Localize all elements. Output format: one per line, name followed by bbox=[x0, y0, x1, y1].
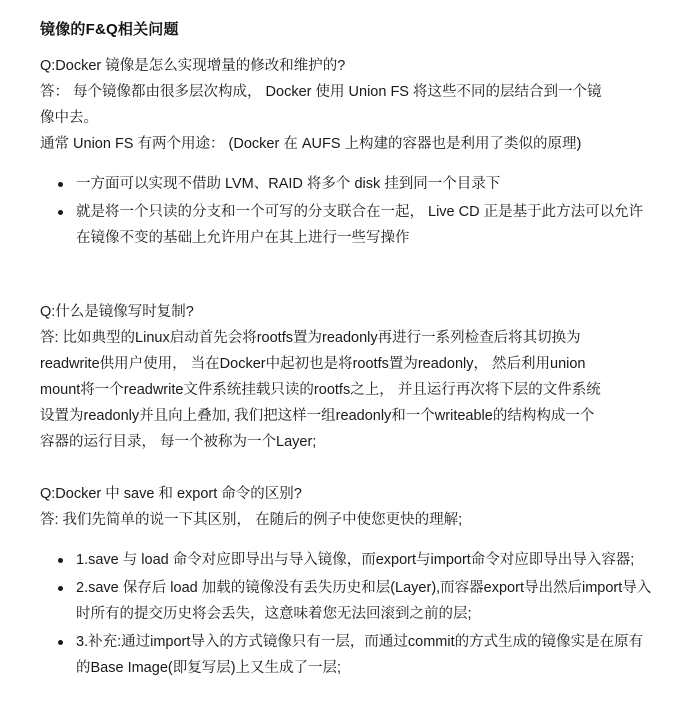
question-text: Q:什么是镜像写时复制? bbox=[40, 304, 194, 320]
answer-line: mount将一个readwrite文件系统挂载只读的rootfs之上， 并且运行再次将下层的文件系统 bbox=[40, 382, 601, 398]
list-item: 2.save 保存后 load 加载的镜像没有丢失历史和层(Layer),而容器export导出然后import导入时所有的提交历史将会丢失，这意味着您无法回滚到之前的层; bbox=[72, 575, 652, 627]
section-spacer bbox=[40, 455, 652, 481]
answer-line: readwrite供用户使用， 当在Docker中起初也是将rootfs置为readonly， 然后利用union bbox=[40, 356, 586, 372]
answer-line: 通常 Union FS 有两个用途： (Docker 在 AUFS 上构建的容器也是利用了类似的原理) bbox=[40, 136, 582, 152]
answer-line: 答： 每个镜像都由很多层次构成， Docker 使用 Union FS 将这些不同的层结合到一个镜 bbox=[40, 84, 602, 100]
question-text: Q:Docker 镜像是怎么实现增量的修改和维护的? bbox=[40, 58, 346, 74]
answer-line: 容器的运行目录， 每一个被称为一个Layer; bbox=[40, 434, 317, 450]
faq-section-3 bbox=[40, 481, 652, 681]
section-spacer bbox=[40, 253, 652, 299]
list-item: 一方面可以实现不借助 LVM、RAID 将多个 disk 挂到同一个目录下 bbox=[72, 171, 652, 197]
bullet-list bbox=[40, 171, 652, 251]
question-text: Q:Docker 中 save 和 export 命令的区别? bbox=[40, 486, 302, 502]
faq-section-1 bbox=[40, 53, 652, 251]
answer-line: 答: 比如典型的Linux启动首先会将rootfs置为readonly再进行一系列检查后将其切换为 bbox=[40, 330, 581, 346]
list-item: 1.save 与 load 命令对应即导出与导入镜像，而export与import命令对应即导出导入容器; bbox=[72, 547, 652, 573]
faq-section-2 bbox=[40, 299, 652, 455]
page-title: 镜像的F&Q相关问题 bbox=[40, 21, 179, 38]
list-item: 就是将一个只读的分支和一个可写的分支联合在一起， Live CD 正是基于此方法可以允许在镜像不变的基础上允许用户在其上进行一些写操作 bbox=[72, 199, 652, 251]
list-item: 3.补充:通过import导入的方式镜像只有一层，而通过commit的方式生成的镜像实是在原有的Base Image(即复写层)上又生成了一层; bbox=[72, 629, 652, 681]
bullet-list bbox=[40, 547, 652, 681]
answer-line: 像中去。 bbox=[40, 110, 98, 126]
answer-line: 答: 我们先简单的说一下其区别， 在随后的例子中使您更快的理解; bbox=[40, 512, 463, 528]
answer-line: 设置为readonly并且向上叠加, 我们把这样一组readonly和一个writeable的结构构成一个 bbox=[40, 408, 595, 424]
